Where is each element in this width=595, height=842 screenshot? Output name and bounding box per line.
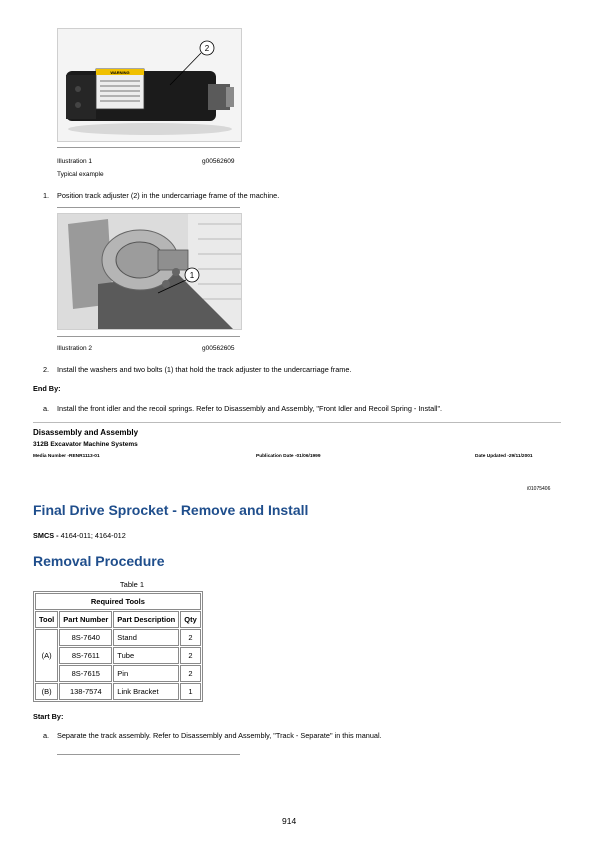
undercarriage-photo bbox=[58, 214, 241, 329]
step-1-text: Position track adjuster (2) in the undercarriage frame of the machine. bbox=[57, 191, 280, 200]
smcs-line bbox=[33, 531, 126, 540]
removal-procedure-heading: Removal Procedure bbox=[33, 553, 165, 569]
table-caption: Table 1 bbox=[119, 580, 145, 589]
illustration-1-label: Illustration 1 bbox=[57, 158, 93, 165]
part-number-cell: 8S-7611 bbox=[59, 647, 112, 664]
step-2-text: Install the washers and two bolts (1) that hold the track adjuster to the undercarriage frame. bbox=[57, 365, 352, 374]
doc-section-title: Disassembly and Assembly bbox=[33, 428, 139, 437]
table-row bbox=[35, 629, 201, 646]
illustration-2-top-rule bbox=[57, 207, 240, 208]
table-title: Required Tools bbox=[35, 593, 201, 610]
doc-date-updated: Date Updated -29/11/2001 bbox=[475, 454, 533, 459]
end-by-heading: End By: bbox=[33, 384, 61, 393]
part-description-cell: Tube bbox=[113, 647, 179, 664]
callout-2: 2 bbox=[204, 44, 210, 53]
header-tool: Tool bbox=[35, 611, 58, 628]
start-by-item-text: Separate the track assembly. Refer to Disassembly and Assembly, "Track - Separate" in this manual. bbox=[57, 731, 382, 740]
end-by-item-letter: a. bbox=[43, 404, 50, 413]
illustration-1-image bbox=[57, 28, 242, 142]
doc-product-name: 312B Excavator Machine Systems bbox=[33, 441, 138, 448]
start-by-item-letter: a. bbox=[43, 731, 50, 740]
header-qty: Qty bbox=[180, 611, 201, 628]
illustration-2-rule bbox=[57, 336, 240, 337]
qty-cell: 2 bbox=[180, 629, 201, 646]
smcs-codes: 4164-011; 4164-012 bbox=[60, 531, 126, 540]
part-description-cell: Stand bbox=[113, 629, 179, 646]
start-by-heading: Start By: bbox=[33, 712, 64, 721]
doc-header-rule bbox=[33, 422, 561, 423]
page-number: 914 bbox=[282, 816, 297, 826]
illustration-2-label: Illustration 2 bbox=[57, 345, 93, 352]
qty-cell: 1 bbox=[180, 683, 201, 700]
part-number-cell: 138-7574 bbox=[59, 683, 112, 700]
part-number-cell: 8S-7615 bbox=[59, 665, 112, 682]
illustration-2-image bbox=[57, 213, 242, 330]
table-row bbox=[35, 647, 201, 664]
qty-cell: 2 bbox=[180, 647, 201, 664]
tool-cell: (A) bbox=[35, 629, 58, 682]
step-1-number: 1. bbox=[43, 191, 50, 200]
part-number-cell: 8S-7640 bbox=[59, 629, 112, 646]
part-description-cell: Link Bracket bbox=[113, 683, 179, 700]
page-title: Final Drive Sprocket - Remove and Install bbox=[33, 502, 309, 518]
required-tools-table-wrapper bbox=[33, 591, 203, 702]
illustration-1-code: g00562609 bbox=[202, 158, 235, 165]
illustration-1-caption: Typical example bbox=[57, 171, 104, 178]
qty-cell: 2 bbox=[180, 665, 201, 682]
part-description-cell: Pin bbox=[113, 665, 179, 682]
doc-id: i01075406 bbox=[527, 486, 551, 492]
callout-1: 1 bbox=[189, 271, 195, 280]
tool-cell: (B) bbox=[35, 683, 58, 700]
table-row bbox=[35, 665, 201, 682]
required-tools-table bbox=[33, 591, 203, 702]
doc-publication-date: Publication Date -01/06/1999 bbox=[256, 454, 321, 459]
illustration-2-code: g00562605 bbox=[202, 345, 235, 352]
table-row bbox=[35, 683, 201, 700]
end-by-item-text: Install the front idler and the recoil springs. Refer to Disassembly and Assembly, "Front Idler and Recoil Spring - Install". bbox=[57, 404, 443, 413]
step-2-number: 2. bbox=[43, 365, 50, 374]
smcs-label: SMCS - bbox=[33, 531, 61, 540]
header-part-description: Part Description bbox=[113, 611, 179, 628]
doc-media-number: Media Number -RENR1113-01 bbox=[33, 454, 100, 459]
warning-label-text: WARNING bbox=[110, 70, 130, 75]
illustration-1-rule bbox=[57, 147, 240, 148]
header-part-number: Part Number bbox=[59, 611, 112, 628]
track-adjuster-photo bbox=[58, 29, 241, 141]
bottom-rule bbox=[57, 754, 240, 755]
